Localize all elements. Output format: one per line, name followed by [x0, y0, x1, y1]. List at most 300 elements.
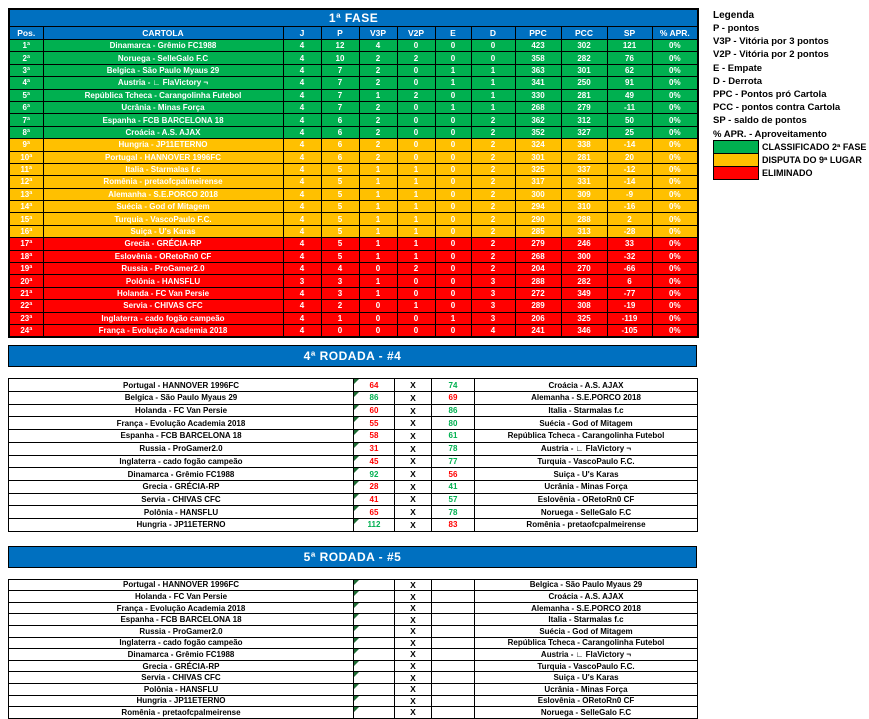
home-score-cell — [354, 660, 395, 672]
vs-cell: X — [395, 614, 432, 626]
cell-pos: 24ª — [9, 324, 43, 337]
vs-cell: X — [395, 493, 432, 506]
legend-item: V2P - Vitória por 2 pontos — [713, 49, 829, 61]
match-row — [9, 392, 698, 405]
home-score-cell: 55 — [354, 417, 395, 430]
cell-sp: 25 — [607, 126, 652, 138]
match-row — [9, 417, 698, 430]
cell-j: 4 — [283, 225, 321, 237]
cell-v3p: 2 — [359, 139, 397, 151]
away-score-cell — [432, 591, 475, 603]
team-cell: Suiça - U's Karas — [43, 225, 283, 237]
cell-v2p: 1 — [397, 225, 435, 237]
cell-v2p: 0 — [397, 275, 435, 287]
team-cell: Noruega - SelleGalo F.C — [43, 52, 283, 64]
cell-v2p: 0 — [397, 64, 435, 76]
cell-j: 4 — [283, 89, 321, 101]
cell-sp: 49 — [607, 89, 652, 101]
column-header: PCC — [561, 27, 607, 40]
away-score-cell — [432, 649, 475, 661]
cell-d: 1 — [471, 101, 515, 113]
team-cell: Inglaterra - cado fogão campeão — [43, 312, 283, 324]
cell-d: 0 — [471, 52, 515, 64]
cell-v3p: 1 — [359, 238, 397, 250]
cell-apr: 0% — [652, 64, 698, 76]
match-row — [9, 404, 698, 417]
cell-pcc: 349 — [561, 287, 607, 299]
cell-d: 2 — [471, 126, 515, 138]
cell-sp: -119 — [607, 312, 652, 324]
cell-pos: 18ª — [9, 250, 43, 262]
cell-p: 3 — [321, 275, 359, 287]
cell-pos: 4ª — [9, 77, 43, 89]
cell-d: 4 — [471, 324, 515, 337]
cell-e: 0 — [435, 250, 471, 262]
cell-v3p: 1 — [359, 225, 397, 237]
cell-v3p: 1 — [359, 201, 397, 213]
cell-p: 7 — [321, 64, 359, 76]
standings-row — [9, 52, 698, 64]
cell-v3p: 2 — [359, 101, 397, 113]
cell-p: 5 — [321, 176, 359, 188]
cell-v3p: 2 — [359, 64, 397, 76]
away-score-cell — [432, 660, 475, 672]
round5-table — [8, 579, 698, 719]
away-score-cell — [432, 626, 475, 638]
vs-cell: X — [395, 404, 432, 417]
team-cell: Polônia - HANSFLU — [43, 275, 283, 287]
cell-apr: 0% — [652, 238, 698, 250]
cell-apr: 0% — [652, 151, 698, 163]
cell-d: 2 — [471, 176, 515, 188]
vs-cell: X — [395, 707, 432, 719]
match-row — [9, 649, 698, 661]
cell-pcc: 288 — [561, 213, 607, 225]
cell-j: 4 — [283, 77, 321, 89]
vs-cell: X — [395, 683, 432, 695]
cell-pcc: 302 — [561, 40, 607, 52]
cell-ppc: 288 — [515, 275, 561, 287]
away-team: Ucrânia - Minas Força — [475, 683, 698, 695]
cell-apr: 0% — [652, 40, 698, 52]
away-score-cell — [432, 637, 475, 649]
cell-d: 2 — [471, 238, 515, 250]
cell-v2p: 1 — [397, 238, 435, 250]
away-score-cell: 80 — [432, 417, 475, 430]
home-team: Belgica - São Paulo Myaus 29 — [9, 392, 354, 405]
cell-p: 10 — [321, 52, 359, 64]
vs-cell: X — [395, 430, 432, 443]
standings-row — [9, 89, 698, 101]
cell-v3p: 2 — [359, 52, 397, 64]
cell-pcc: 312 — [561, 114, 607, 126]
cell-sp: -77 — [607, 287, 652, 299]
cell-v3p: 2 — [359, 114, 397, 126]
away-team: Alemanha - S.E.PORCO 2018 — [475, 602, 698, 614]
cell-ppc: 358 — [515, 52, 561, 64]
cell-d: 1 — [471, 89, 515, 101]
team-cell: Russia - ProGamer2.0 — [43, 263, 283, 275]
cell-pcc: 250 — [561, 77, 607, 89]
home-team: Dinamarca - Grêmio FC1988 — [9, 649, 354, 661]
cell-v3p: 0 — [359, 300, 397, 312]
cell-v2p: 2 — [397, 263, 435, 275]
cell-d: 2 — [471, 201, 515, 213]
vs-cell: X — [395, 649, 432, 661]
away-score-cell — [432, 579, 475, 591]
column-header: P — [321, 27, 359, 40]
team-cell: Espanha - FCB BARCELONA 18 — [43, 114, 283, 126]
team-cell: Ucrânia - Minas Força — [43, 101, 283, 113]
vs-cell: X — [395, 442, 432, 455]
column-header: V3P — [359, 27, 397, 40]
cell-apr: 0% — [652, 89, 698, 101]
standings-row — [9, 238, 698, 250]
cell-sp: -14 — [607, 139, 652, 151]
home-score-cell — [354, 695, 395, 707]
cell-sp: 50 — [607, 114, 652, 126]
legend-title: Legenda — [713, 10, 755, 21]
round5-title: 5ª RODADA - #5 — [303, 549, 402, 564]
cell-pos: 5ª — [9, 89, 43, 101]
vs-cell: X — [395, 506, 432, 519]
cell-sp: 2 — [607, 213, 652, 225]
cell-ppc: 285 — [515, 225, 561, 237]
column-header: D — [471, 27, 515, 40]
cell-j: 4 — [283, 151, 321, 163]
away-score-cell — [432, 695, 475, 707]
cell-apr: 0% — [652, 139, 698, 151]
cell-apr: 0% — [652, 176, 698, 188]
home-score-cell — [354, 602, 395, 614]
vs-cell: X — [395, 468, 432, 481]
cell-pcc: 282 — [561, 52, 607, 64]
home-score-cell — [354, 626, 395, 638]
cell-v3p: 1 — [359, 287, 397, 299]
legend-items — [713, 22, 867, 141]
team-cell: Hungria - JP11ETERNO — [43, 139, 283, 151]
cell-pos: 9ª — [9, 139, 43, 151]
cell-apr: 0% — [652, 250, 698, 262]
away-team: Italia - Starmalas f.c — [475, 404, 698, 417]
team-cell: Holanda - FC Van Persie — [43, 287, 283, 299]
home-score-cell: 41 — [354, 493, 395, 506]
cell-pos: 23ª — [9, 312, 43, 324]
cell-pcc: 331 — [561, 176, 607, 188]
team-cell: Italia - Starmalas f.c — [43, 163, 283, 175]
home-score-cell: 65 — [354, 506, 395, 519]
legend-swatch — [713, 140, 759, 154]
standings-row — [9, 64, 698, 76]
cell-v2p: 0 — [397, 312, 435, 324]
cell-j: 4 — [283, 201, 321, 213]
team-cell: Croácia - A.S. AJAX — [43, 126, 283, 138]
home-score-cell — [354, 579, 395, 591]
home-team: Servia - CHIVAS CFC — [9, 493, 354, 506]
cell-v2p: 2 — [397, 52, 435, 64]
standings-table — [8, 8, 699, 338]
cell-v2p: 0 — [397, 151, 435, 163]
standings-row — [9, 126, 698, 138]
match-row — [9, 468, 698, 481]
away-team: Italia - Starmalas f.c — [475, 614, 698, 626]
away-team: República Tcheca - Carangolinha Futebol — [475, 430, 698, 443]
cell-v2p: 1 — [397, 163, 435, 175]
cell-pos: 21ª — [9, 287, 43, 299]
cell-e: 1 — [435, 312, 471, 324]
vs-cell: X — [395, 637, 432, 649]
legend-swatch — [713, 153, 759, 167]
cell-pos: 13ª — [9, 188, 43, 200]
away-score-cell: 74 — [432, 379, 475, 392]
phase-title: 1ª FASE — [9, 9, 698, 27]
column-header: % APR. — [652, 27, 698, 40]
cell-p: 7 — [321, 77, 359, 89]
round4-title: 4ª RODADA - #4 — [303, 349, 402, 364]
legend-class-label: ELIMINADO — [762, 168, 813, 179]
cell-v2p: 0 — [397, 101, 435, 113]
main-column — [8, 8, 697, 719]
cell-d: 2 — [471, 250, 515, 262]
cell-apr: 0% — [652, 188, 698, 200]
away-score-cell — [432, 614, 475, 626]
legend-item: P - pontos — [713, 23, 760, 34]
home-score-cell: 28 — [354, 480, 395, 493]
cell-v3p: 2 — [359, 126, 397, 138]
cell-ppc: 423 — [515, 40, 561, 52]
cell-apr: 0% — [652, 101, 698, 113]
cell-v3p: 1 — [359, 213, 397, 225]
match-row — [9, 493, 698, 506]
cell-sp: -105 — [607, 324, 652, 337]
cell-d: 1 — [471, 77, 515, 89]
cell-p: 5 — [321, 238, 359, 250]
away-team: Croácia - A.S. AJAX — [475, 379, 698, 392]
cell-p: 3 — [321, 287, 359, 299]
cell-d: 2 — [471, 225, 515, 237]
vs-cell: X — [395, 626, 432, 638]
cell-p: 4 — [321, 263, 359, 275]
away-team: Suiça - U's Karas — [475, 468, 698, 481]
cell-e: 0 — [435, 287, 471, 299]
cell-p: 6 — [321, 139, 359, 151]
legend-class-label: DISPUTA DO 9ª LUGAR — [762, 155, 862, 166]
cell-apr: 0% — [652, 225, 698, 237]
round4-title-bar — [8, 345, 697, 367]
cell-e: 0 — [435, 201, 471, 213]
cell-e: 0 — [435, 151, 471, 163]
match-row — [9, 591, 698, 603]
legend-item: PPC - Pontos pró Cartola — [713, 89, 827, 101]
home-team: Romênia - pretaofcpalmeirense — [9, 707, 354, 719]
cell-pcc: 346 — [561, 324, 607, 337]
cell-p: 5 — [321, 188, 359, 200]
cell-p: 12 — [321, 40, 359, 52]
cell-v3p: 1 — [359, 89, 397, 101]
cell-ppc: 268 — [515, 101, 561, 113]
match-row — [9, 579, 698, 591]
standings-row — [9, 163, 698, 175]
cell-sp: -28 — [607, 225, 652, 237]
cell-j: 4 — [283, 263, 321, 275]
away-team: Turquia - VascoPaulo F.C. — [475, 660, 698, 672]
home-team: Portugal - HANNOVER 1996FC — [9, 579, 354, 591]
cell-pcc: 327 — [561, 126, 607, 138]
cell-pcc: 270 — [561, 263, 607, 275]
cell-v2p: 0 — [397, 77, 435, 89]
cell-v3p: 1 — [359, 176, 397, 188]
cell-e: 0 — [435, 324, 471, 337]
cell-v2p: 0 — [397, 40, 435, 52]
cell-d: 2 — [471, 213, 515, 225]
home-team: Grecia - GRÉCIA-RP — [9, 480, 354, 493]
cell-v3p: 1 — [359, 188, 397, 200]
cell-e: 0 — [435, 40, 471, 52]
home-score-cell: 64 — [354, 379, 395, 392]
away-score-cell: 41 — [432, 480, 475, 493]
cell-apr: 0% — [652, 52, 698, 64]
round5-title-bar — [8, 546, 697, 568]
cell-p: 0 — [321, 324, 359, 337]
cell-sp: 76 — [607, 52, 652, 64]
away-team: Eslovênia - ORetoRn0 CF — [475, 695, 698, 707]
cell-sp: 62 — [607, 64, 652, 76]
cell-apr: 0% — [652, 287, 698, 299]
cell-sp: -16 — [607, 201, 652, 213]
team-cell: Servia - CHIVAS CFC — [43, 300, 283, 312]
standings-body — [9, 40, 698, 338]
away-team: Turquia - VascoPaulo F.C. — [475, 455, 698, 468]
column-header: V2P — [397, 27, 435, 40]
cell-v3p: 0 — [359, 324, 397, 337]
cell-e: 0 — [435, 263, 471, 275]
cell-ppc: 241 — [515, 324, 561, 337]
cell-v3p: 1 — [359, 163, 397, 175]
cell-ppc: 325 — [515, 163, 561, 175]
cell-p: 5 — [321, 213, 359, 225]
home-team: Dinamarca - Grêmio FC1988 — [9, 468, 354, 481]
cell-sp: -14 — [607, 176, 652, 188]
cell-v2p: 0 — [397, 114, 435, 126]
cell-d: 3 — [471, 275, 515, 287]
cell-pos: 16ª — [9, 225, 43, 237]
cell-j: 4 — [283, 176, 321, 188]
cell-v2p: 0 — [397, 287, 435, 299]
cell-apr: 0% — [652, 201, 698, 213]
vs-cell: X — [395, 591, 432, 603]
cell-ppc: 300 — [515, 188, 561, 200]
away-team: Austria - ∟ FlaVictory ¬ — [475, 442, 698, 455]
team-cell: Turquia - VascoPaulo F.C. — [43, 213, 283, 225]
cell-d: 3 — [471, 287, 515, 299]
cell-e: 0 — [435, 163, 471, 175]
cell-pcc: 313 — [561, 225, 607, 237]
cell-p: 5 — [321, 163, 359, 175]
column-header: SP — [607, 27, 652, 40]
home-team: Polônia - HANSFLU — [9, 506, 354, 519]
away-score-cell: 77 — [432, 455, 475, 468]
cell-pos: 10ª — [9, 151, 43, 163]
cell-pcc: 337 — [561, 163, 607, 175]
cell-v2p: 0 — [397, 139, 435, 151]
cell-p: 6 — [321, 114, 359, 126]
standings-row — [9, 77, 698, 89]
standings-row — [9, 151, 698, 163]
vs-cell: X — [395, 480, 432, 493]
column-header: Pos. — [9, 27, 43, 40]
cell-p: 2 — [321, 300, 359, 312]
home-team: Espanha - FCB BARCELONA 18 — [9, 430, 354, 443]
match-row — [9, 455, 698, 468]
cell-e: 0 — [435, 188, 471, 200]
cell-e: 0 — [435, 225, 471, 237]
cell-pos: 8ª — [9, 126, 43, 138]
away-score-cell: 69 — [432, 392, 475, 405]
home-team: Inglaterra - cado fogão campeão — [9, 455, 354, 468]
cell-d: 0 — [471, 40, 515, 52]
standings-row — [9, 101, 698, 113]
away-team: Croácia - A.S. AJAX — [475, 591, 698, 603]
cell-pcc: 309 — [561, 188, 607, 200]
legend — [713, 9, 867, 180]
column-header: E — [435, 27, 471, 40]
away-score-cell: 56 — [432, 468, 475, 481]
away-team: Suécia - God of Mitagem — [475, 417, 698, 430]
away-team: Eslovênia - ORetoRn0 CF — [475, 493, 698, 506]
legend-class-label: CLASSIFICADO 2ª FASE — [762, 142, 867, 153]
vs-cell: X — [395, 379, 432, 392]
team-cell: Belgica - São Paulo Myaus 29 — [43, 64, 283, 76]
cell-pcc: 301 — [561, 64, 607, 76]
cell-pos: 19ª — [9, 263, 43, 275]
cell-p: 5 — [321, 250, 359, 262]
cell-sp: 121 — [607, 40, 652, 52]
cell-sp: -11 — [607, 101, 652, 113]
cell-e: 0 — [435, 126, 471, 138]
home-score-cell: 86 — [354, 392, 395, 405]
cell-pos: 6ª — [9, 101, 43, 113]
home-score-cell — [354, 637, 395, 649]
home-team: França - Evolução Academia 2018 — [9, 602, 354, 614]
standings-row — [9, 263, 698, 275]
cell-apr: 0% — [652, 275, 698, 287]
standings-row — [9, 324, 698, 337]
legend-class-row — [713, 167, 867, 180]
cell-j: 3 — [283, 275, 321, 287]
cell-sp: -32 — [607, 250, 652, 262]
cell-pcc: 308 — [561, 300, 607, 312]
cell-j: 4 — [283, 213, 321, 225]
cell-p: 6 — [321, 126, 359, 138]
home-score-cell — [354, 683, 395, 695]
away-team: Belgica - São Paulo Myaus 29 — [475, 579, 698, 591]
cell-ppc: 352 — [515, 126, 561, 138]
standings-row — [9, 40, 698, 52]
standings-row — [9, 275, 698, 287]
cell-v2p: 1 — [397, 250, 435, 262]
standings-row — [9, 201, 698, 213]
match-row — [9, 602, 698, 614]
cell-j: 4 — [283, 238, 321, 250]
home-score-cell: 92 — [354, 468, 395, 481]
cell-v2p: 1 — [397, 201, 435, 213]
away-team: Ucrânia - Minas Força — [475, 480, 698, 493]
cell-v2p: 1 — [397, 300, 435, 312]
cell-pos: 7ª — [9, 114, 43, 126]
away-team: República Tcheca - Carangolinha Futebol — [475, 637, 698, 649]
cell-apr: 0% — [652, 77, 698, 89]
cell-p: 1 — [321, 312, 359, 324]
